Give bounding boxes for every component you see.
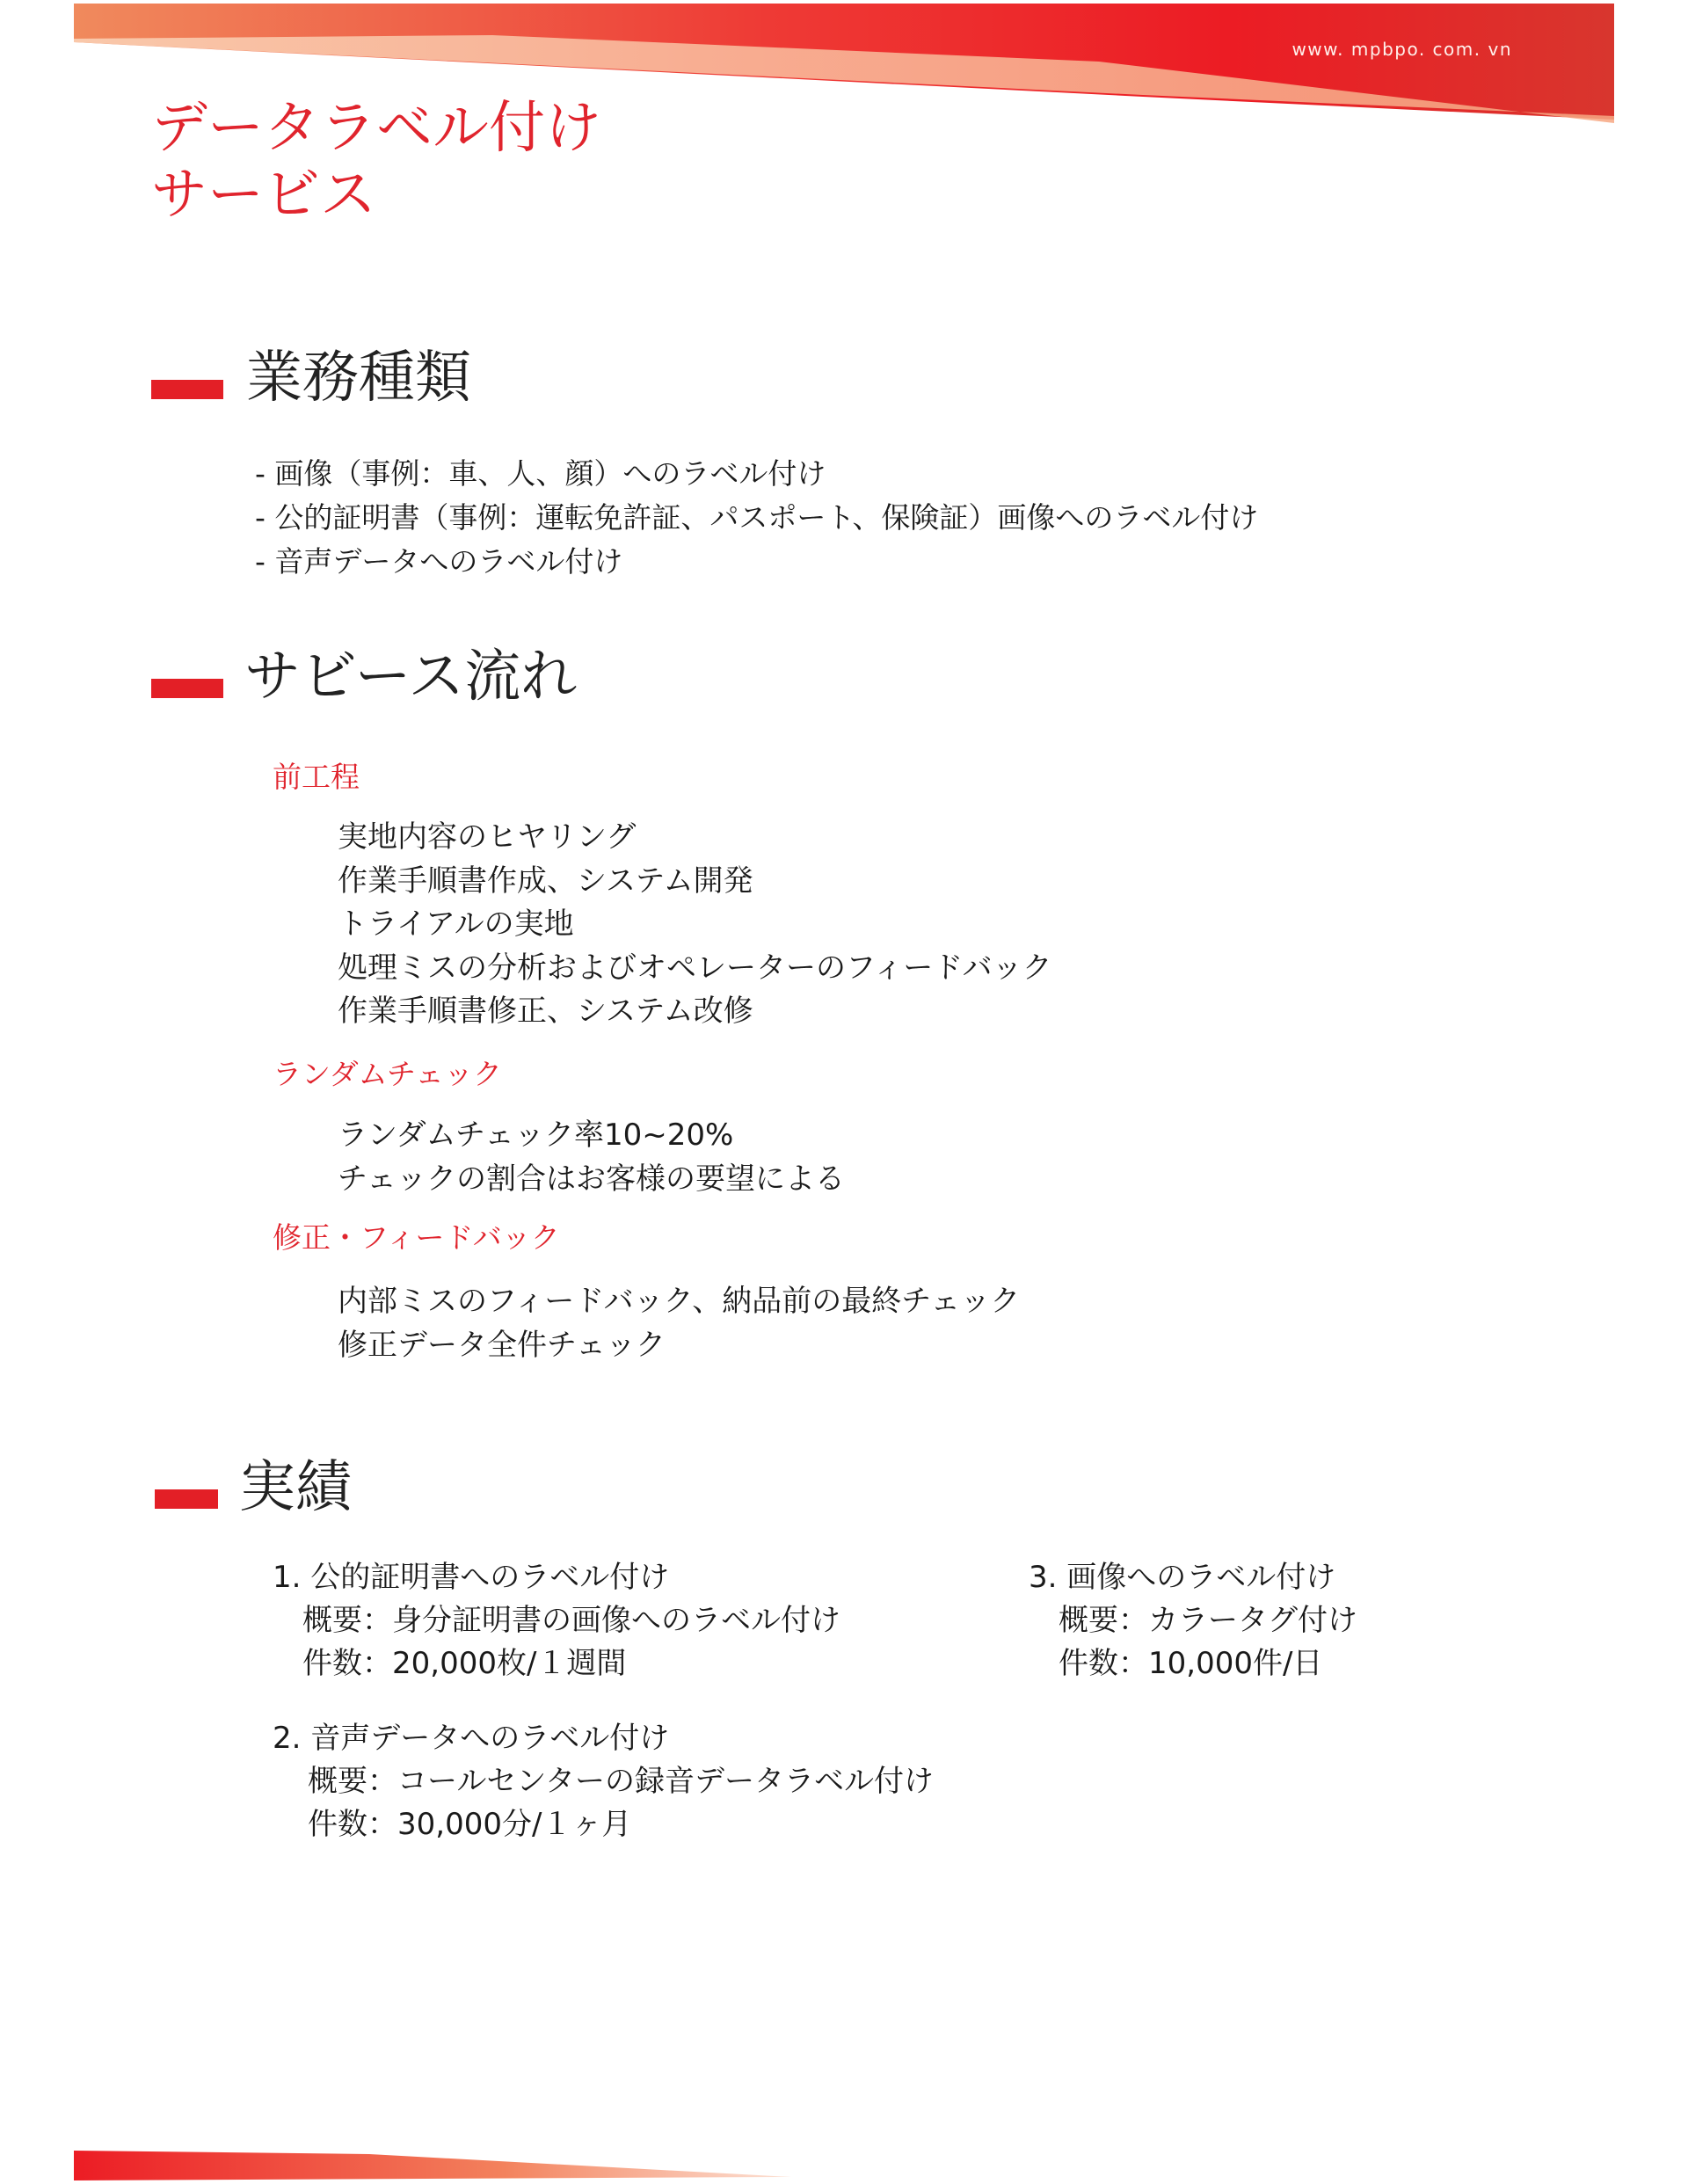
list-item: ランダムチェック率10~20% xyxy=(338,1117,734,1153)
list-item: - 画像（事例：車、人、顔）へのラベル付け xyxy=(255,456,826,491)
business-types-list xyxy=(255,452,1258,584)
section-marker xyxy=(151,380,223,399)
stage-steps-preprocess xyxy=(338,816,1052,1034)
achievement-summary: 概要：コールセンターの録音データラベル付け xyxy=(308,1764,934,1799)
achievement-title: 1. 公的証明書へのラベル付け xyxy=(273,1560,670,1595)
list-item: チェックの割合はお客様の要望による xyxy=(338,1161,845,1197)
list-item: - 音声データへのラベル付け xyxy=(255,544,623,579)
title-line-2: サービス xyxy=(151,163,376,228)
achievement-summary: 概要：身分証明書の画像へのラベル付け xyxy=(302,1603,840,1638)
section-heading-service-flow: サビース流れ xyxy=(244,644,578,710)
achievement-count: 件数：30,000分/１ヶ月 xyxy=(308,1807,632,1842)
stage-steps-random-check xyxy=(338,1114,845,1201)
achievement-count: 件数：20,000枚/１週間 xyxy=(302,1646,627,1681)
list-item: 内部ミスのフィードバック、納品前の最終チェック xyxy=(338,1284,1021,1319)
achievement-item-1 xyxy=(273,1556,840,1685)
achievement-title: 3. 画像へのラベル付け xyxy=(1029,1560,1336,1595)
achievement-count: 件数：10,000件/日 xyxy=(1059,1646,1323,1681)
list-item: 作業手順書修正、システム改修 xyxy=(338,994,753,1029)
website-url: www. mpbpo. com. vn xyxy=(1291,39,1512,60)
achievement-summary: 概要：カラータグ付け xyxy=(1059,1603,1357,1638)
section-marker xyxy=(151,679,223,698)
section-marker xyxy=(155,1489,218,1509)
document-title xyxy=(151,95,601,229)
list-item: 実地内容のヒヤリング xyxy=(338,819,637,855)
section-heading-business-types: 業務種類 xyxy=(246,346,471,411)
list-item: - 公的証明書（事例：運転免許証、パスポート、保険証）画像へのラベル付け xyxy=(255,500,1259,535)
section-heading-achievements: 実績 xyxy=(239,1455,352,1520)
list-item: 修正データ全件チェック xyxy=(338,1327,666,1363)
footer-banner xyxy=(0,2145,1688,2184)
list-item: トライアルの実地 xyxy=(338,906,574,942)
list-item: 処理ミスの分析およびオペレーターのフィードバック xyxy=(338,950,1052,986)
achievement-item-3 xyxy=(1029,1556,1357,1685)
stage-label-preprocess: 前工程 xyxy=(273,760,360,794)
achievement-title: 2. 音声データへのラベル付け xyxy=(273,1721,670,1756)
title-line-1: データラベル付け xyxy=(151,96,601,161)
list-item: 作業手順書作成、システム開発 xyxy=(338,863,753,899)
stage-steps-feedback xyxy=(338,1280,1020,1367)
stage-label-random-check: ランダムチェック xyxy=(273,1057,503,1091)
stage-label-feedback: 修正・フィードバック xyxy=(273,1220,560,1255)
achievement-item-2 xyxy=(273,1717,934,1846)
